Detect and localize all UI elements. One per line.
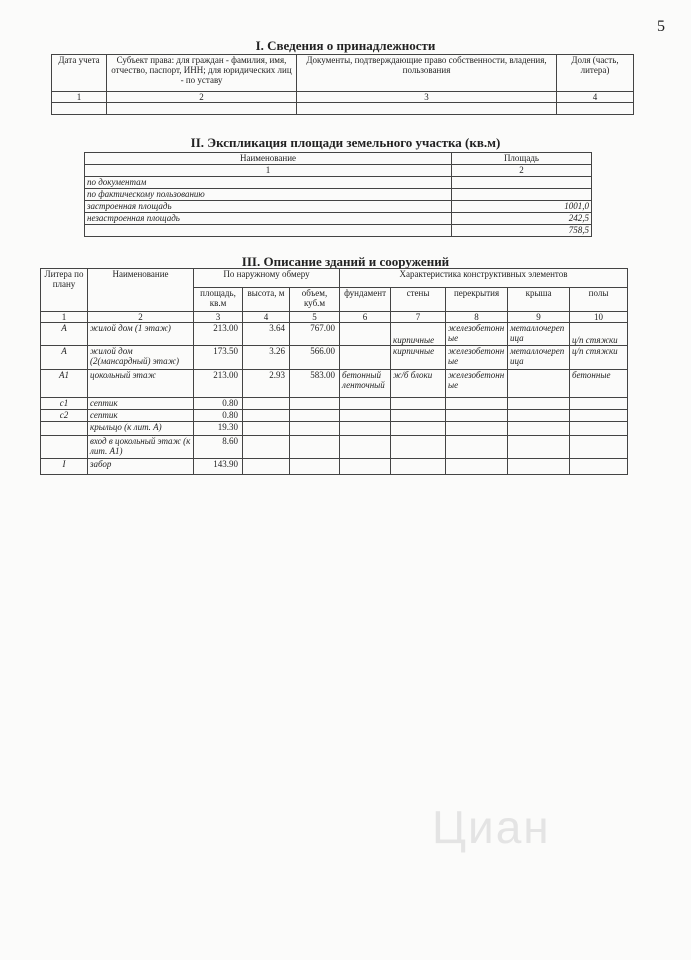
bld-row-litera: А: [41, 346, 88, 370]
bld-row-floor: [570, 459, 628, 475]
land-row-area: [452, 177, 592, 189]
bld-row-volume: 583.00: [290, 370, 340, 398]
bld-row-roof: металлочерепица: [508, 346, 570, 370]
bld-colnum: 9: [508, 312, 570, 323]
bld-row-area: 19.30: [194, 422, 243, 436]
bld-row-volume: 566.00: [290, 346, 340, 370]
bld-row-walls: [391, 459, 446, 475]
section-2-title: II. Экспликация площади земельного участка (кв.м): [190, 135, 501, 150]
bld-row-walls: кирпичные: [391, 323, 446, 346]
bld-row-roof: [508, 436, 570, 459]
bld-header-foundation: фундамент: [340, 288, 391, 312]
bld-row-volume: [290, 398, 340, 410]
bld-header-characteristics: Характеристика конструктивных элементов: [340, 269, 628, 288]
ownership-header-subject: Субъект права: для граждан - фамилия, имя, отчество, паспорт, ИНН; для юридических лиц - по уставу: [107, 55, 297, 92]
bld-row-name: септик: [88, 398, 194, 410]
bld-row-height: [243, 398, 290, 410]
land-row-area: 758,5: [452, 225, 592, 237]
section-3-title: III. Описание зданий и сооружений: [241, 254, 450, 269]
bld-row-floor: [570, 422, 628, 436]
bld-row-roof: [508, 459, 570, 475]
bld-row-volume: [290, 422, 340, 436]
bld-row-walls: [391, 436, 446, 459]
bld-row-area: 8.60: [194, 436, 243, 459]
ownership-colnum-1: 1: [52, 92, 107, 103]
bld-row-volume: [290, 410, 340, 422]
bld-header-name: Наименование: [88, 269, 194, 312]
bld-row-overlaps: [446, 410, 508, 422]
bld-row-name: жилой дом (2(мансардный) этаж): [88, 346, 194, 370]
bld-row-roof: [508, 398, 570, 410]
bld-row-height: [243, 422, 290, 436]
bld-header-floor: полы: [570, 288, 628, 312]
bld-row-overlaps: железобетонные: [446, 323, 508, 346]
cian-watermark: Циан: [432, 801, 551, 853]
bld-row-roof: металлочерепица: [508, 323, 570, 346]
ownership-header-share: Доля (часть, литера): [557, 55, 634, 92]
land-header-name: Наименование: [85, 153, 452, 165]
bld-row-floor: [570, 398, 628, 410]
bld-row-area: 0.80: [194, 398, 243, 410]
land-row-name: незастроенная площадь: [85, 213, 452, 225]
bld-colnum: 7: [391, 312, 446, 323]
ownership-colnum-4: 4: [557, 92, 634, 103]
bld-header-height: высота, м: [243, 288, 290, 312]
bld-row-overlaps: [446, 459, 508, 475]
bld-colnum: 4: [243, 312, 290, 323]
bld-row-roof: [508, 410, 570, 422]
land-row-area: 1001,0: [452, 201, 592, 213]
bld-header-measure: По наружному обмеру: [194, 269, 340, 288]
bld-header-walls: стены: [391, 288, 446, 312]
bld-row-height: 2.93: [243, 370, 290, 398]
ownership-cell: [557, 103, 634, 115]
bld-row-overlaps: железобетонные: [446, 370, 508, 398]
ownership-colnum-3: 3: [297, 92, 557, 103]
bld-row-floor: ц/п стяжки: [570, 346, 628, 370]
bld-row-overlaps: [446, 436, 508, 459]
bld-colnum: 3: [194, 312, 243, 323]
bld-row-height: 3.64: [243, 323, 290, 346]
bld-row-litera: А1: [41, 370, 88, 398]
bld-row-foundation: [340, 323, 391, 346]
section-1-title: I. Сведения о принадлежности: [255, 38, 436, 53]
bld-row-roof: [508, 422, 570, 436]
ownership-cell: [52, 103, 107, 115]
bld-row-floor: [570, 436, 628, 459]
bld-row-name: цокольный этаж: [88, 370, 194, 398]
bld-row-height: [243, 459, 290, 475]
bld-row-foundation: [340, 398, 391, 410]
bld-row-foundation: бетонный ленточный: [340, 370, 391, 398]
bld-row-area: 0.80: [194, 410, 243, 422]
bld-row-overlaps: железобетонные: [446, 346, 508, 370]
ownership-cell: [107, 103, 297, 115]
bld-colnum: 8: [446, 312, 508, 323]
bld-row-area: 213.00: [194, 370, 243, 398]
bld-row-walls: кирпичные: [391, 346, 446, 370]
bld-row-walls: [391, 422, 446, 436]
bld-row-foundation: [340, 436, 391, 459]
bld-row-litera: с1: [41, 398, 88, 410]
bld-row-name: септик: [88, 410, 194, 422]
land-row-name: по документам: [85, 177, 452, 189]
bld-row-area: 143.90: [194, 459, 243, 475]
bld-row-area: 173.50: [194, 346, 243, 370]
bld-row-litera: с2: [41, 410, 88, 422]
land-area-table: [84, 152, 592, 237]
bld-row-overlaps: [446, 422, 508, 436]
bld-row-litera: [41, 422, 88, 436]
bld-row-height: [243, 410, 290, 422]
land-colnum-2: 2: [452, 165, 592, 177]
ownership-header-documents: Документы, подтверждающие право собственности, владения, пользования: [297, 55, 557, 92]
bld-row-name: вход в цокольный этаж (к лит. А1): [88, 436, 194, 459]
bld-row-volume: [290, 436, 340, 459]
ownership-colnum-2: 2: [107, 92, 297, 103]
land-row-area: 242,5: [452, 213, 592, 225]
bld-row-litera: І: [41, 459, 88, 475]
bld-row-name: забор: [88, 459, 194, 475]
bld-row-walls: [391, 410, 446, 422]
bld-colnum: 6: [340, 312, 391, 323]
bld-header-litera: Литера по плану: [41, 269, 88, 312]
ownership-table: [51, 54, 634, 115]
bld-row-walls: ж/б блоки: [391, 370, 446, 398]
bld-row-overlaps: [446, 398, 508, 410]
page-number: 5: [657, 18, 665, 35]
land-row-name: [85, 225, 452, 237]
bld-row-floor: [570, 410, 628, 422]
bld-row-area: 213.00: [194, 323, 243, 346]
bld-header-volume: объем, куб.м: [290, 288, 340, 312]
bld-row-roof: [508, 370, 570, 398]
land-row-name: по фактическому пользованию: [85, 189, 452, 201]
bld-colnum: 1: [41, 312, 88, 323]
bld-row-foundation: [340, 459, 391, 475]
bld-header-overlaps: перекрытия: [446, 288, 508, 312]
bld-row-litera: [41, 436, 88, 459]
bld-colnum: 2: [88, 312, 194, 323]
bld-row-name: крыльцо (к лит. А): [88, 422, 194, 436]
bld-header-area: площадь, кв.м: [194, 288, 243, 312]
land-row-area: [452, 189, 592, 201]
bld-row-floor: бетонные: [570, 370, 628, 398]
bld-row-volume: [290, 459, 340, 475]
bld-header-roof: крыша: [508, 288, 570, 312]
bld-colnum: 10: [570, 312, 628, 323]
bld-row-foundation: [340, 422, 391, 436]
buildings-table: [40, 268, 628, 475]
bld-row-walls: [391, 398, 446, 410]
ownership-header-date: Дата учета: [52, 55, 107, 92]
bld-row-height: [243, 436, 290, 459]
bld-row-name: жилой дом (1 этаж): [88, 323, 194, 346]
bld-row-floor: ц/п стяжки: [570, 323, 628, 346]
bld-row-volume: 767.00: [290, 323, 340, 346]
land-row-name: застроенная площадь: [85, 201, 452, 213]
ownership-cell: [297, 103, 557, 115]
bld-row-litera: А: [41, 323, 88, 346]
bld-row-foundation: [340, 410, 391, 422]
bld-row-height: 3.26: [243, 346, 290, 370]
bld-row-foundation: [340, 346, 391, 370]
land-header-area: Площадь: [452, 153, 592, 165]
land-colnum-1: 1: [85, 165, 452, 177]
bld-colnum: 5: [290, 312, 340, 323]
